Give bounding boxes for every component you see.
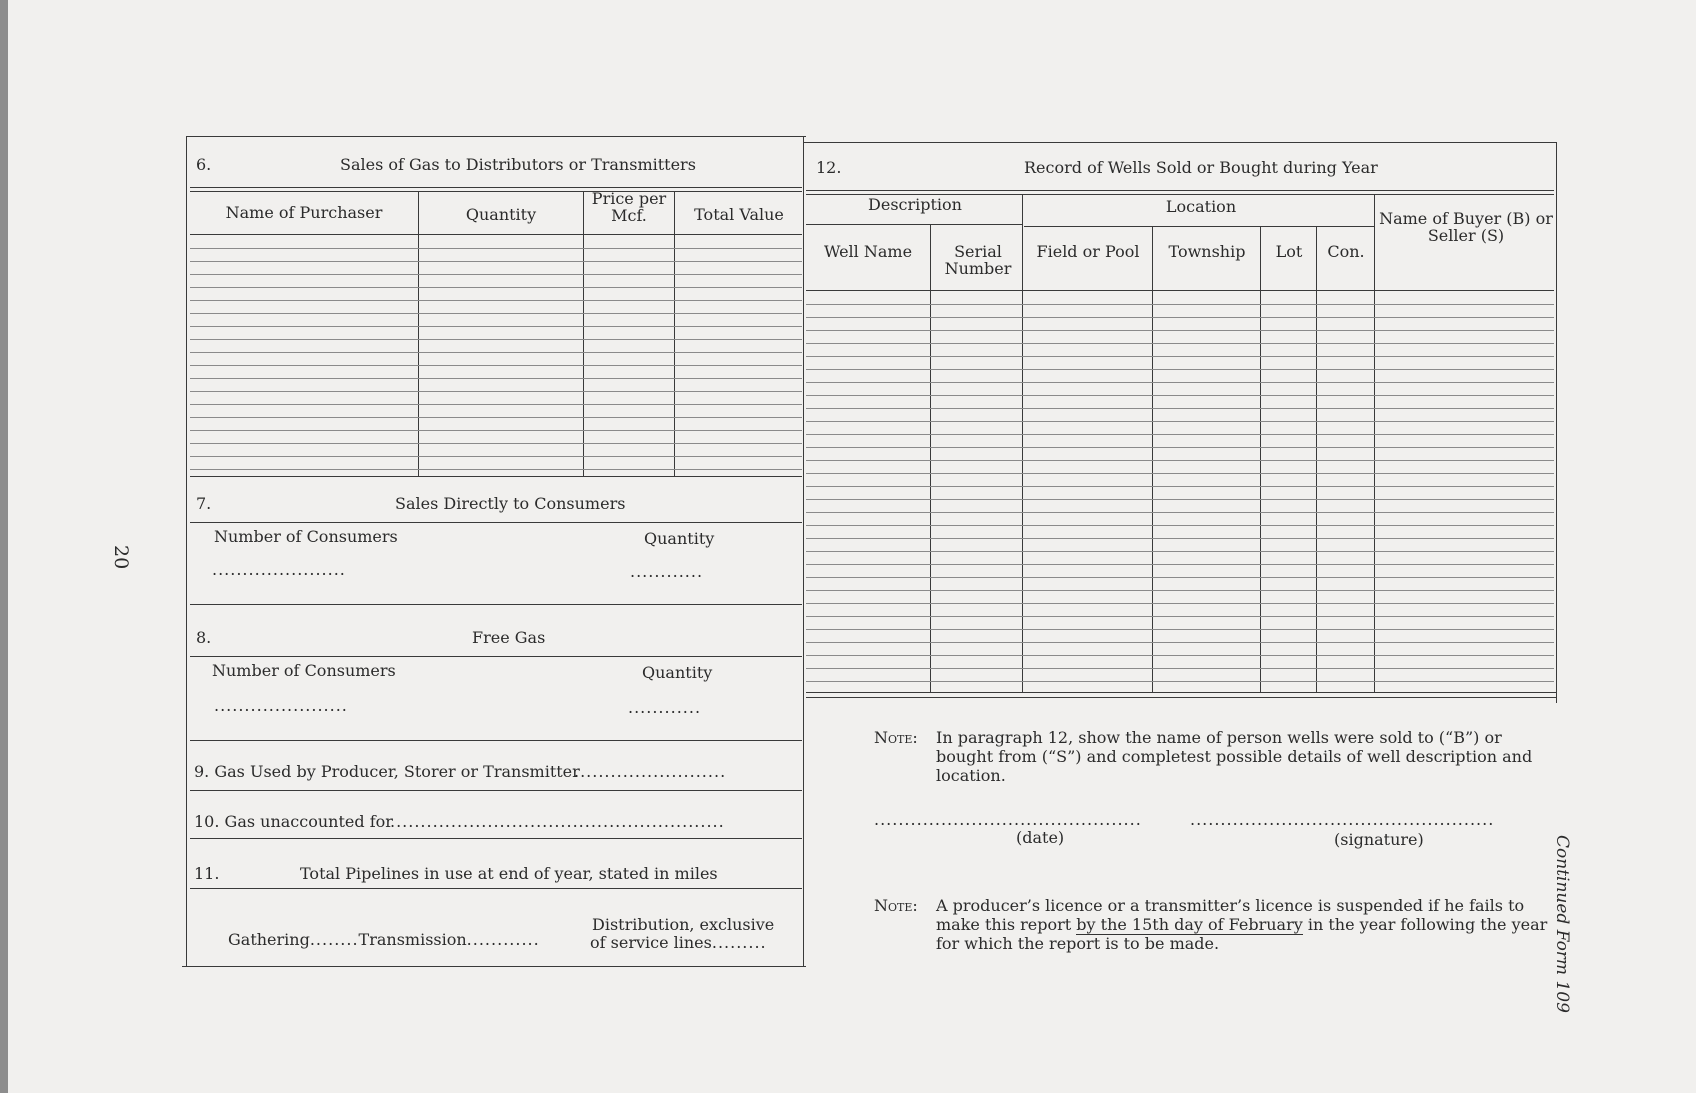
signature-field[interactable]: .................................................. — [1190, 810, 1495, 829]
gathering-label — [228, 930, 540, 949]
section-7-title: Sales Directly to Consumers — [395, 494, 626, 513]
date-label: (date) — [1016, 828, 1065, 847]
col-buyer-seller: Name of Buyer (B) or Seller (S) — [1379, 209, 1553, 245]
distribution-field[interactable]: ......... — [711, 933, 767, 952]
note-2-text-after: in the year following the year for which the report is to be made. — [936, 915, 1548, 953]
section-8-quantity-label: Quantity — [642, 663, 713, 682]
section-11-title: Total Pipelines in use at end of year, stated in miles — [300, 864, 718, 883]
col-well-name: Well Name — [823, 242, 913, 261]
note-2-deadline: by the 15th day of February — [1076, 915, 1303, 934]
distribution-text: of service lines — [590, 933, 712, 952]
group-location: Location — [1165, 197, 1237, 216]
section-11-number: 11. — [194, 864, 220, 883]
signature-label: (signature) — [1334, 830, 1424, 849]
gathering-text: Gathering — [228, 930, 310, 949]
section-8-quantity-field[interactable]: ............ — [628, 698, 702, 717]
section-8-consumers-label: Number of Consumers — [212, 661, 396, 680]
section-7-quantity-label: Quantity — [644, 529, 715, 548]
date-field[interactable]: ............................................ — [874, 810, 1142, 829]
section-8-title: Free Gas — [472, 628, 546, 647]
section-10-field[interactable]: ....................................................... — [390, 812, 725, 831]
section-7-number: 7. — [196, 494, 212, 513]
col-field-or-pool: Field or Pool — [1036, 242, 1140, 261]
distribution-line1: Distribution, exclusive — [592, 915, 775, 934]
transmission-text: Transmission — [358, 930, 467, 949]
note-2-text-before: A producer’s licence or a transmitter’s licence is suspended if he fails to make this report — [936, 896, 1525, 934]
col-total-value: Total Value — [694, 205, 784, 224]
section-9-field[interactable]: ......................... — [574, 762, 727, 781]
note-2-text — [936, 896, 1550, 953]
col-con: Con. — [1327, 242, 1365, 261]
section-10-label: 10. Gas unaccounted for — [194, 812, 393, 831]
distribution-line2 — [590, 933, 767, 952]
section-7-consumers-field[interactable]: ...................... — [212, 560, 346, 579]
section-6-ruled-rows — [190, 236, 802, 474]
note-1-label: Note: — [874, 728, 918, 747]
col-quantity: Quantity — [465, 205, 537, 224]
gathering-field[interactable]: ........ — [309, 930, 359, 949]
page-edge — [0, 0, 8, 1093]
section-8-consumers-field[interactable]: ...................... — [214, 696, 348, 715]
group-description: Description — [868, 195, 962, 214]
transmission-field[interactable]: ............ — [466, 930, 540, 949]
section-12-number: 12. — [816, 158, 842, 177]
section-12-ruled-rows — [806, 292, 1554, 692]
col-serial-number: Serial Number — [944, 242, 1012, 278]
note-2-label: Note: — [874, 896, 918, 915]
continued-label: Continued Form 109 — [1552, 835, 1572, 1013]
col-name-of-purchaser: Name of Purchaser — [225, 203, 383, 222]
col-price-per-mcf: Price per Mcf. — [591, 189, 667, 225]
page-number: 20 — [110, 545, 132, 570]
section-7-quantity-field[interactable]: ............ — [630, 562, 704, 581]
section-6-number: 6. — [196, 155, 212, 174]
section-9-label: 9. Gas Used by Producer, Storer or Transmitter — [194, 762, 580, 781]
col-township: Township — [1168, 242, 1246, 261]
section-12-title: Record of Wells Sold or Bought during Year — [1024, 158, 1378, 177]
col-lot: Lot — [1275, 242, 1303, 261]
section-8-number: 8. — [196, 628, 212, 647]
section-6-title: Sales of Gas to Distributors or Transmitters — [340, 155, 696, 174]
note-1-text: In paragraph 12, show the name of person wells were sold to (“B”) or bought from (“S”) and completest possible details of well description and location. — [936, 728, 1533, 785]
section-7-consumers-label: Number of Consumers — [214, 527, 398, 546]
